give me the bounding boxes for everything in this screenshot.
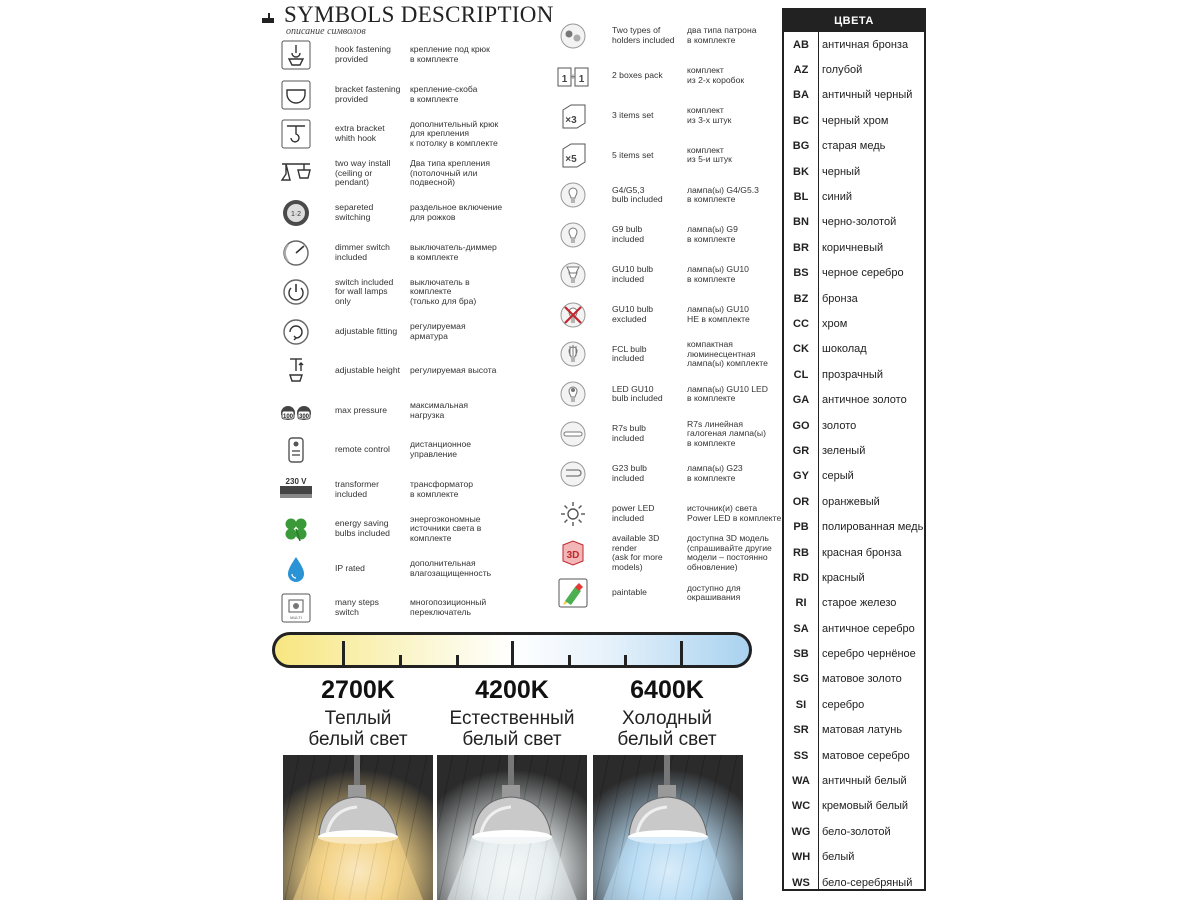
color-row xyxy=(784,845,924,870)
kelvin-label-natural: 4200K xyxy=(475,676,549,704)
symbol-label-en: paintable xyxy=(612,587,647,598)
color-code: GR xyxy=(792,444,810,457)
symbol-label-ru: дистанционное управление xyxy=(410,439,472,459)
symbol-label-ru: лампа(ы) G4/G5.3 в комплекте xyxy=(687,184,759,205)
color-code: SI xyxy=(795,698,807,711)
svg-text:300: 300 xyxy=(298,413,310,420)
color-name: черное серебро xyxy=(822,267,904,280)
symbol-row xyxy=(280,235,515,271)
color-name: серый xyxy=(822,470,854,483)
symbol-row xyxy=(557,336,792,372)
color-code: PB xyxy=(793,521,809,534)
color-code: OR xyxy=(792,495,810,508)
color-row xyxy=(784,57,924,82)
symbol-row xyxy=(280,116,515,152)
symbol-label-en: IP rated xyxy=(335,562,365,573)
symbol-row xyxy=(280,511,515,547)
symbol-label-en: G23 bulb included xyxy=(612,463,647,483)
color-name: синий xyxy=(822,191,853,204)
scale-tick-minor xyxy=(399,655,402,665)
symbol-label-en: transformer included xyxy=(335,478,379,499)
color-code: BC xyxy=(793,114,809,127)
symbol-label-en: GU10 bulb included xyxy=(612,264,654,284)
color-name: бронза xyxy=(822,292,858,305)
color-row xyxy=(784,134,924,159)
scale-tick-major xyxy=(342,641,345,665)
color-code: WA xyxy=(792,775,810,788)
symbol-row xyxy=(280,274,515,310)
color-code: RD xyxy=(793,571,809,584)
symbol-row xyxy=(280,156,515,192)
symbol-label-ru: лампа(ы) GU10 в комплекте xyxy=(687,264,749,284)
lamp-illustration xyxy=(593,755,743,900)
color-name: черный хром xyxy=(822,114,889,127)
lamp-photo-warm xyxy=(283,755,433,900)
color-name: античное серебро xyxy=(822,622,915,635)
color-code: CK xyxy=(793,343,809,356)
symbol-label-ru: выключатель-диммер в комплекте xyxy=(410,241,497,262)
symbol-row xyxy=(280,77,515,113)
max-pressure-icon xyxy=(280,395,312,427)
color-row xyxy=(784,565,924,590)
color-name: матовая латунь xyxy=(822,724,903,737)
power-switch-icon xyxy=(280,276,312,308)
light-description-natural: Естественный белый свет xyxy=(449,708,575,750)
color-row xyxy=(784,591,924,616)
adjustable-fitting-icon xyxy=(280,316,312,348)
symbol-label-ru: энергоэкономные источники света в комплекте xyxy=(410,513,482,543)
symbol-row xyxy=(557,98,792,134)
symbol-row xyxy=(280,472,515,508)
symbol-label-ru: дополнительный крюк для крепления к потолку в комплекте xyxy=(410,118,499,148)
symbol-row xyxy=(557,58,792,94)
svg-text:100: 100 xyxy=(282,413,294,420)
color-row xyxy=(784,489,924,514)
header-marker-icon xyxy=(262,18,274,23)
symbol-label-ru: комплект из 3-х штук xyxy=(687,105,732,125)
page-title: SYMBOLS DESCRIPTION xyxy=(284,2,554,27)
symbol-label-ru: комплект из 5-и штук xyxy=(687,144,732,165)
symbol-label-en: dimmer switch included xyxy=(335,241,390,262)
color-row xyxy=(784,159,924,184)
symbol-label-ru: компактная люминесцентная лампа(ы) комплекте xyxy=(687,339,768,369)
color-row xyxy=(784,870,924,895)
symbol-row xyxy=(557,257,792,293)
color-code: SG xyxy=(793,673,809,686)
symbol-label-en: FCL bulb included xyxy=(612,343,647,364)
color-code: SA xyxy=(793,622,809,635)
symbol-row xyxy=(557,297,792,333)
color-row xyxy=(784,210,924,235)
color-code: BN xyxy=(793,216,809,229)
color-row xyxy=(784,337,924,362)
symbol-label-ru: лампа(ы) G9 в комплекте xyxy=(687,224,738,244)
symbol-label-ru: R7s линейная галогеная лампа(ы) в комплекте xyxy=(687,418,766,448)
symbol-label-ru: комплект из 2-х коробок xyxy=(687,65,745,85)
water-drop-icon xyxy=(280,553,312,585)
color-row xyxy=(784,83,924,108)
paintable-icon xyxy=(557,577,589,609)
svg-text:1: 1 xyxy=(561,73,568,85)
symbol-label-ru: доступна 3D модель (спрашивайте другие модели – постоянно обновление) xyxy=(687,533,772,572)
color-row xyxy=(784,362,924,387)
color-name: бело-золотой xyxy=(822,825,891,838)
symbol-label-ru: максимальная нагрузка xyxy=(410,399,468,420)
color-name: черный xyxy=(822,165,861,178)
symbol-label-ru: лампа(ы) G23 в комплекте xyxy=(687,463,743,483)
symbol-row xyxy=(557,376,792,412)
color-name: античная бронза xyxy=(822,38,909,51)
symbol-label-ru: лампа(ы) GU10 LED в комплекте xyxy=(687,383,768,404)
color-name: полированная медь xyxy=(822,521,924,534)
symbol-label-en: remote control xyxy=(335,444,390,455)
symbol-label-ru: доступно для окрашивания xyxy=(687,582,741,603)
symbol-label-ru: дополнительная влагозащищенность xyxy=(410,557,492,578)
symbol-label-en: many steps switch xyxy=(335,597,379,617)
color-name: античный черный xyxy=(822,89,913,102)
symbol-row xyxy=(557,575,792,611)
symbol-label-ru: лампа(ы) GU10 НЕ в комплекте xyxy=(687,304,750,324)
render-3d-icon xyxy=(557,537,589,569)
remote-control-icon xyxy=(280,434,312,466)
color-name: красный xyxy=(822,571,865,584)
color-name: матовое золото xyxy=(822,673,902,686)
symbol-label-ru: раздельное включение для рожков xyxy=(410,202,503,222)
color-row xyxy=(784,667,924,692)
symbol-label-en: Two types of holders included xyxy=(612,25,675,45)
colors-table-heading: ЦВЕТА xyxy=(784,10,924,32)
color-name: коричневый xyxy=(822,241,884,254)
color-temperature-scale xyxy=(272,632,752,668)
light-description-cold: Холодный белый свет xyxy=(617,708,717,750)
symbol-row xyxy=(557,137,792,173)
lamp-illustration xyxy=(283,755,433,900)
symbol-label-en: 3 items set xyxy=(612,109,654,120)
colors-table xyxy=(782,8,926,891)
symbol-label-en: 5 items set xyxy=(612,149,654,160)
color-code: RB xyxy=(793,546,809,559)
color-row xyxy=(784,768,924,793)
fcl-bulb-icon xyxy=(557,338,589,370)
color-row xyxy=(784,387,924,412)
color-code: AB xyxy=(793,38,809,51)
scale-tick-major xyxy=(511,641,514,665)
color-name: золото xyxy=(822,419,857,432)
color-code: RI xyxy=(795,597,807,610)
color-code: BR xyxy=(793,241,809,254)
multi-step-switch-icon xyxy=(280,592,312,624)
color-name: серебро xyxy=(822,698,865,711)
symbol-label-en: G4/G5,3 bulb included xyxy=(612,184,663,205)
symbol-label-ru: крепление-скоба в комплекте xyxy=(410,83,478,104)
color-row xyxy=(784,311,924,336)
symbol-row xyxy=(280,195,515,231)
symbol-label-en: hook fastening provided xyxy=(335,44,391,64)
symbol-row xyxy=(557,456,792,492)
color-code: BG xyxy=(792,140,810,153)
color-name: кремовый белый xyxy=(822,800,909,813)
color-name: прозрачный xyxy=(822,368,883,381)
symbol-row xyxy=(280,551,515,587)
bracket-fastening-icon xyxy=(280,79,312,111)
transformer-icon xyxy=(280,474,312,506)
g9-bulb-icon xyxy=(557,219,589,251)
hook-fastening-icon xyxy=(280,39,312,71)
color-row xyxy=(784,108,924,133)
led-gu10-icon xyxy=(557,378,589,410)
light-description-warm: Теплый белый свет xyxy=(308,708,408,750)
color-code: SB xyxy=(793,648,809,661)
symbol-label-en: G9 bulb included xyxy=(612,224,645,244)
color-name: красная бронза xyxy=(822,546,902,559)
color-code: BZ xyxy=(793,292,809,305)
color-name: старое железо xyxy=(822,597,897,610)
color-name: хром xyxy=(822,317,848,330)
symbol-label-en: extra bracket whith hook xyxy=(335,123,385,143)
color-name: серебро чернёное xyxy=(822,648,916,661)
symbol-row xyxy=(280,432,515,468)
color-code: CC xyxy=(793,317,809,330)
r7s-bulb-icon xyxy=(557,418,589,450)
page-subtitle: описание символов xyxy=(286,26,366,37)
symbol-row xyxy=(557,535,792,571)
color-row xyxy=(784,641,924,666)
two-holders-icon xyxy=(557,20,589,52)
symbol-label-en: energy saving bulbs included xyxy=(335,518,390,538)
color-row xyxy=(784,692,924,717)
color-row xyxy=(784,235,924,260)
symbol-row xyxy=(280,353,515,389)
symbol-label-en: LED GU10 bulb included xyxy=(612,383,663,404)
color-row xyxy=(784,819,924,844)
color-name: античное золото xyxy=(822,394,907,407)
color-code: WC xyxy=(791,800,811,813)
g4-bulb-icon xyxy=(557,179,589,211)
symbol-row xyxy=(280,37,515,73)
symbol-label-en: power LED included xyxy=(612,503,655,523)
color-name: бело-серебряный xyxy=(822,876,913,889)
color-row xyxy=(784,286,924,311)
color-row xyxy=(784,794,924,819)
color-name: зеленый xyxy=(822,444,866,457)
lamp-photo-cold xyxy=(593,755,743,900)
scale-tick-minor xyxy=(456,655,459,665)
color-name: голубой xyxy=(822,64,863,77)
color-row xyxy=(784,261,924,286)
symbol-label-en: available 3D render (ask for more models) xyxy=(612,533,663,572)
color-name: матовое серебро xyxy=(822,749,910,762)
five-items-icon xyxy=(557,139,589,171)
gu10-excluded-icon xyxy=(557,299,589,331)
svg-text:MULTI: MULTI xyxy=(290,615,302,620)
color-row xyxy=(784,184,924,209)
color-row xyxy=(784,514,924,539)
lamp-photo-natural xyxy=(437,755,587,900)
two-way-install-icon xyxy=(280,158,312,190)
color-code: BL xyxy=(793,191,809,204)
scale-tick-minor xyxy=(568,655,571,665)
symbol-row xyxy=(280,590,515,626)
separated-switching-icon xyxy=(280,197,312,229)
symbol-row xyxy=(557,416,792,452)
symbol-label-en: R7s bulb included xyxy=(612,423,646,443)
g23-bulb-icon xyxy=(557,458,589,490)
svg-text:×5: ×5 xyxy=(565,154,577,166)
color-code: GO xyxy=(792,419,810,432)
color-name: античный белый xyxy=(822,775,907,788)
color-row xyxy=(784,743,924,768)
color-code: AZ xyxy=(793,64,809,77)
color-code: BK xyxy=(793,165,809,178)
color-row xyxy=(784,718,924,743)
color-name: черно-золотой xyxy=(822,216,897,229)
adjustable-height-icon xyxy=(280,355,312,387)
symbol-label-en: separeted switching xyxy=(335,202,374,222)
svg-text:+: + xyxy=(570,71,576,82)
color-row xyxy=(784,413,924,438)
symbol-label-en: 2 boxes pack xyxy=(612,70,663,80)
color-name: старая медь xyxy=(822,140,886,153)
color-row xyxy=(784,464,924,489)
symbol-label-ru: два типа патрона в комплекте xyxy=(687,25,757,45)
color-code: BS xyxy=(793,267,809,280)
symbol-row xyxy=(557,18,792,54)
two-boxes-icon xyxy=(557,60,589,92)
color-row xyxy=(784,32,924,57)
color-code: WH xyxy=(791,851,811,864)
kelvin-label-warm: 2700K xyxy=(321,676,395,704)
color-code: SR xyxy=(793,724,809,737)
symbol-label-en: adjustable height xyxy=(335,365,400,376)
symbol-label-ru: Два типа крепления (потолочный или подвесной) xyxy=(410,158,490,188)
symbol-label-ru: регулируемая высота xyxy=(410,365,497,376)
color-row xyxy=(784,616,924,641)
symbol-label-en: switch included for wall lamps only xyxy=(335,276,394,306)
lamp-illustration xyxy=(437,755,587,900)
symbol-label-en: two way install (ceiling or pendant) xyxy=(335,158,391,188)
svg-text:1·2: 1·2 xyxy=(290,211,302,218)
extra-bracket-hook-icon xyxy=(280,118,312,150)
symbol-label-en: GU10 bulb excluded xyxy=(612,304,654,324)
scale-tick-major xyxy=(680,641,683,665)
color-code: SS xyxy=(793,749,809,762)
color-name: шоколад xyxy=(822,343,867,356)
color-row xyxy=(784,438,924,463)
symbol-row xyxy=(280,314,515,350)
symbol-label-en: adjustable fitting xyxy=(335,325,398,336)
svg-text:3D: 3D xyxy=(566,550,580,562)
symbol-label-en: bracket fastening provided xyxy=(335,83,401,104)
color-code: WG xyxy=(791,825,811,838)
dimmer-switch-icon xyxy=(280,237,312,269)
symbol-label-ru: многопозиционный переключатель xyxy=(410,597,487,617)
svg-text:×3: ×3 xyxy=(565,114,577,126)
kelvin-label-cold: 6400K xyxy=(630,676,704,704)
symbol-row xyxy=(557,496,792,532)
svg-text:230 V: 230 V xyxy=(285,476,307,486)
symbol-label-ru: крепление под крюк в комплекте xyxy=(410,44,490,64)
power-led-icon xyxy=(557,498,589,530)
symbol-label-ru: трансформатор в комплекте xyxy=(410,478,474,499)
symbol-row xyxy=(557,177,792,213)
gu10-bulb-icon xyxy=(557,259,589,291)
color-code: GY xyxy=(793,470,809,483)
color-code: CL xyxy=(793,368,809,381)
color-row xyxy=(784,540,924,565)
symbol-label-ru: регулируемая арматура xyxy=(410,320,466,341)
symbol-label-ru: выключатель в комплекте (только для бра) xyxy=(410,276,477,306)
color-code: WS xyxy=(792,876,810,889)
symbol-label-ru: источник(и) света Power LED в комплекте xyxy=(687,503,782,523)
color-name: белый xyxy=(822,851,855,864)
scale-tick-minor xyxy=(624,655,627,665)
color-code: GA xyxy=(792,394,810,407)
svg-text:1: 1 xyxy=(578,73,585,85)
color-name: оранжевый xyxy=(822,495,880,508)
symbol-label-en: max pressure xyxy=(335,404,388,415)
color-code: BA xyxy=(793,89,809,102)
three-items-icon xyxy=(557,100,589,132)
clover-icon xyxy=(280,513,312,545)
symbol-row xyxy=(557,217,792,253)
symbol-row xyxy=(280,393,515,429)
